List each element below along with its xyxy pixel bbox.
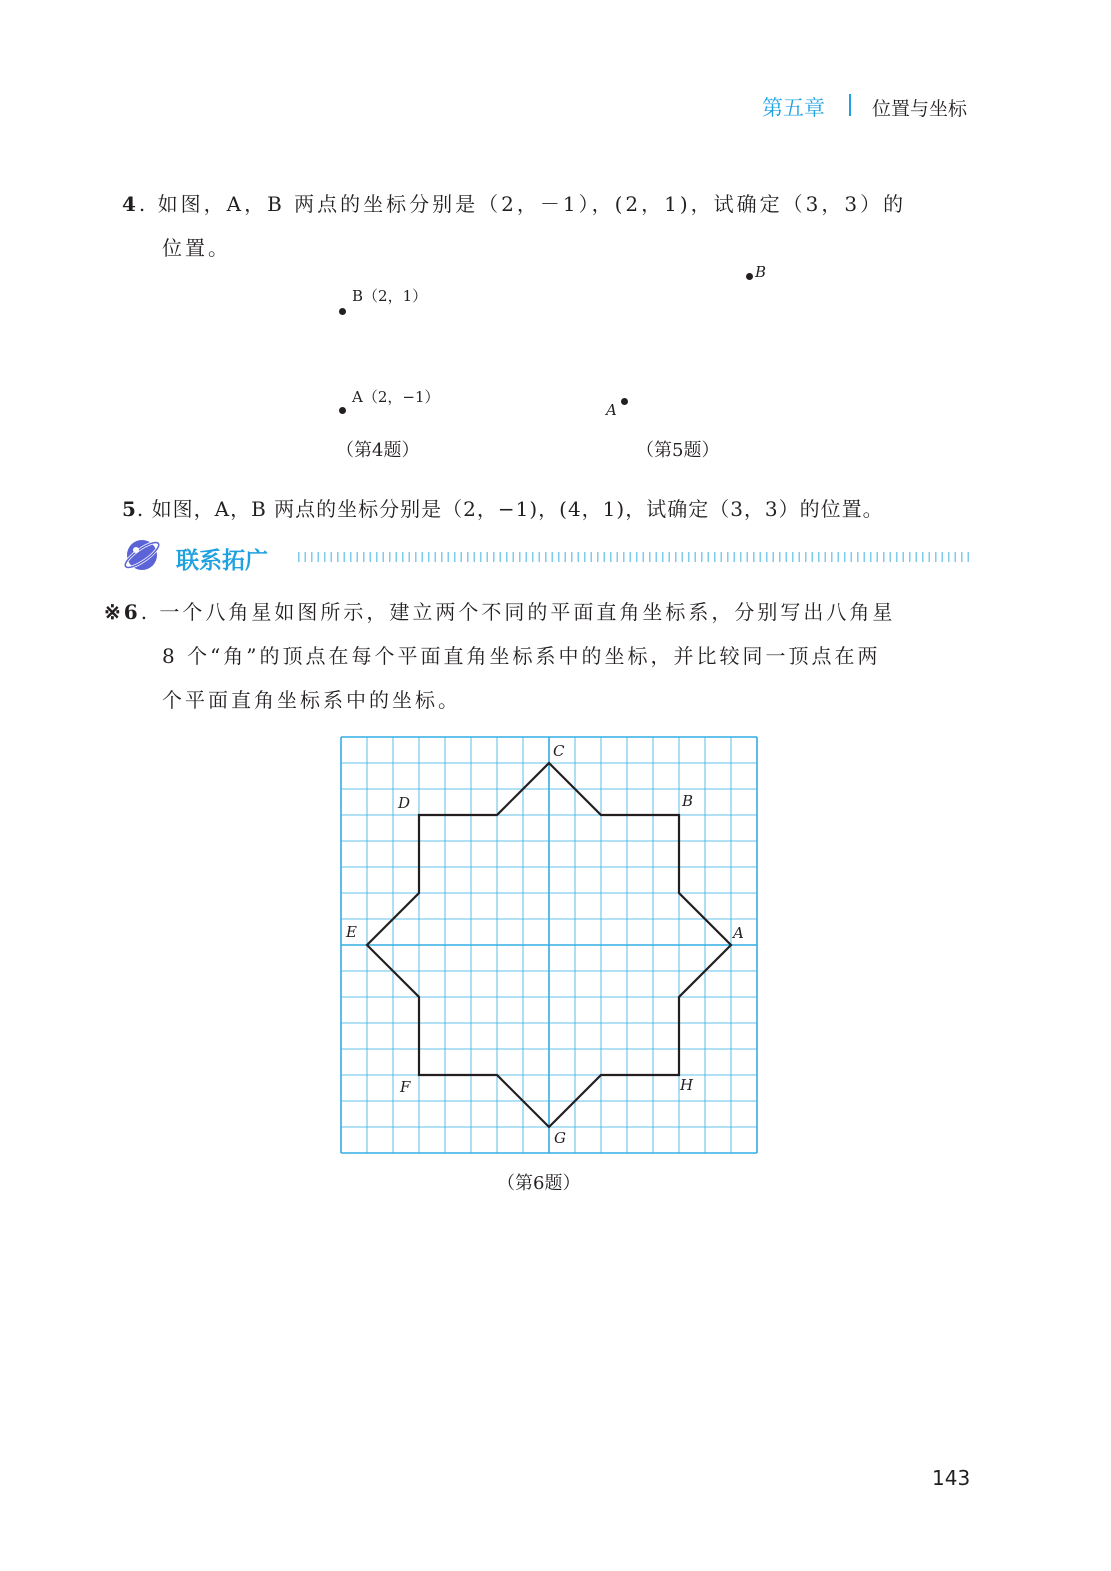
chapter-title: 第五章 [762, 96, 825, 120]
question-6-dot: . [140, 600, 160, 624]
q4-label-a: A（2，−1） [352, 388, 440, 406]
question-4-number: 4 [122, 192, 139, 216]
star-label-a: A [733, 924, 744, 942]
star-label-h: H [680, 1076, 694, 1094]
question-6-number: ※6 [104, 600, 141, 624]
question-6-line-2: 8 个“角”的顶点在每个平面直角坐标系中的坐标，并比较同一顶点在两 [162, 644, 881, 668]
question-6-text: 一个八角星如图所示，建立两个不同的平面直角坐标系，分别写出八角星 [159, 600, 896, 624]
star-label-c: C [553, 742, 565, 760]
star-label-f: F [400, 1078, 411, 1096]
question-5-dot: . [136, 497, 152, 521]
section-title: 联系拓广 [176, 548, 268, 574]
eight-point-star-figure [330, 726, 770, 1166]
figure-6-caption: （第6题） [497, 1173, 581, 1194]
question-4-text: 如图，A，B 两点的坐标分别是（2，－1），(2，1)，试确定（3，3）的 [157, 192, 907, 216]
q5-point-a [621, 398, 628, 405]
question-5-number: 5 [122, 497, 137, 521]
star-label-b: B [682, 792, 694, 810]
planet-icon [122, 536, 162, 574]
question-4-dot: . [138, 192, 158, 216]
question-5-text: 如图，A，B 两点的坐标分别是（2，−1)，(4，1)，试确定（3，3）的位置。 [151, 497, 884, 521]
question-4-line-1 [122, 188, 906, 217]
q4-point-b [339, 308, 346, 315]
header-separator [849, 94, 851, 116]
question-6-line-1 [104, 596, 895, 625]
question-4-line-2: 位置。 [162, 236, 231, 260]
q5-point-b [746, 273, 753, 280]
q5-label-b: B [755, 263, 767, 281]
star-label-d: D [398, 794, 411, 812]
page-number: 143 [932, 1466, 971, 1490]
q4-point-a [339, 407, 346, 414]
question-5 [122, 493, 884, 522]
question-6-line-3: 个平面直角坐标系中的坐标。 [162, 688, 461, 712]
q5-label-a: A [606, 401, 617, 419]
figure-4-caption: （第4题） [336, 440, 420, 461]
star-label-g: G [554, 1129, 566, 1147]
section-divider [298, 550, 974, 564]
figure-5-caption: （第5题） [636, 440, 720, 461]
star-label-e: E [346, 923, 357, 941]
q4-label-b: B（2，1） [352, 287, 428, 305]
chapter-subtitle: 位置与坐标 [872, 98, 968, 120]
